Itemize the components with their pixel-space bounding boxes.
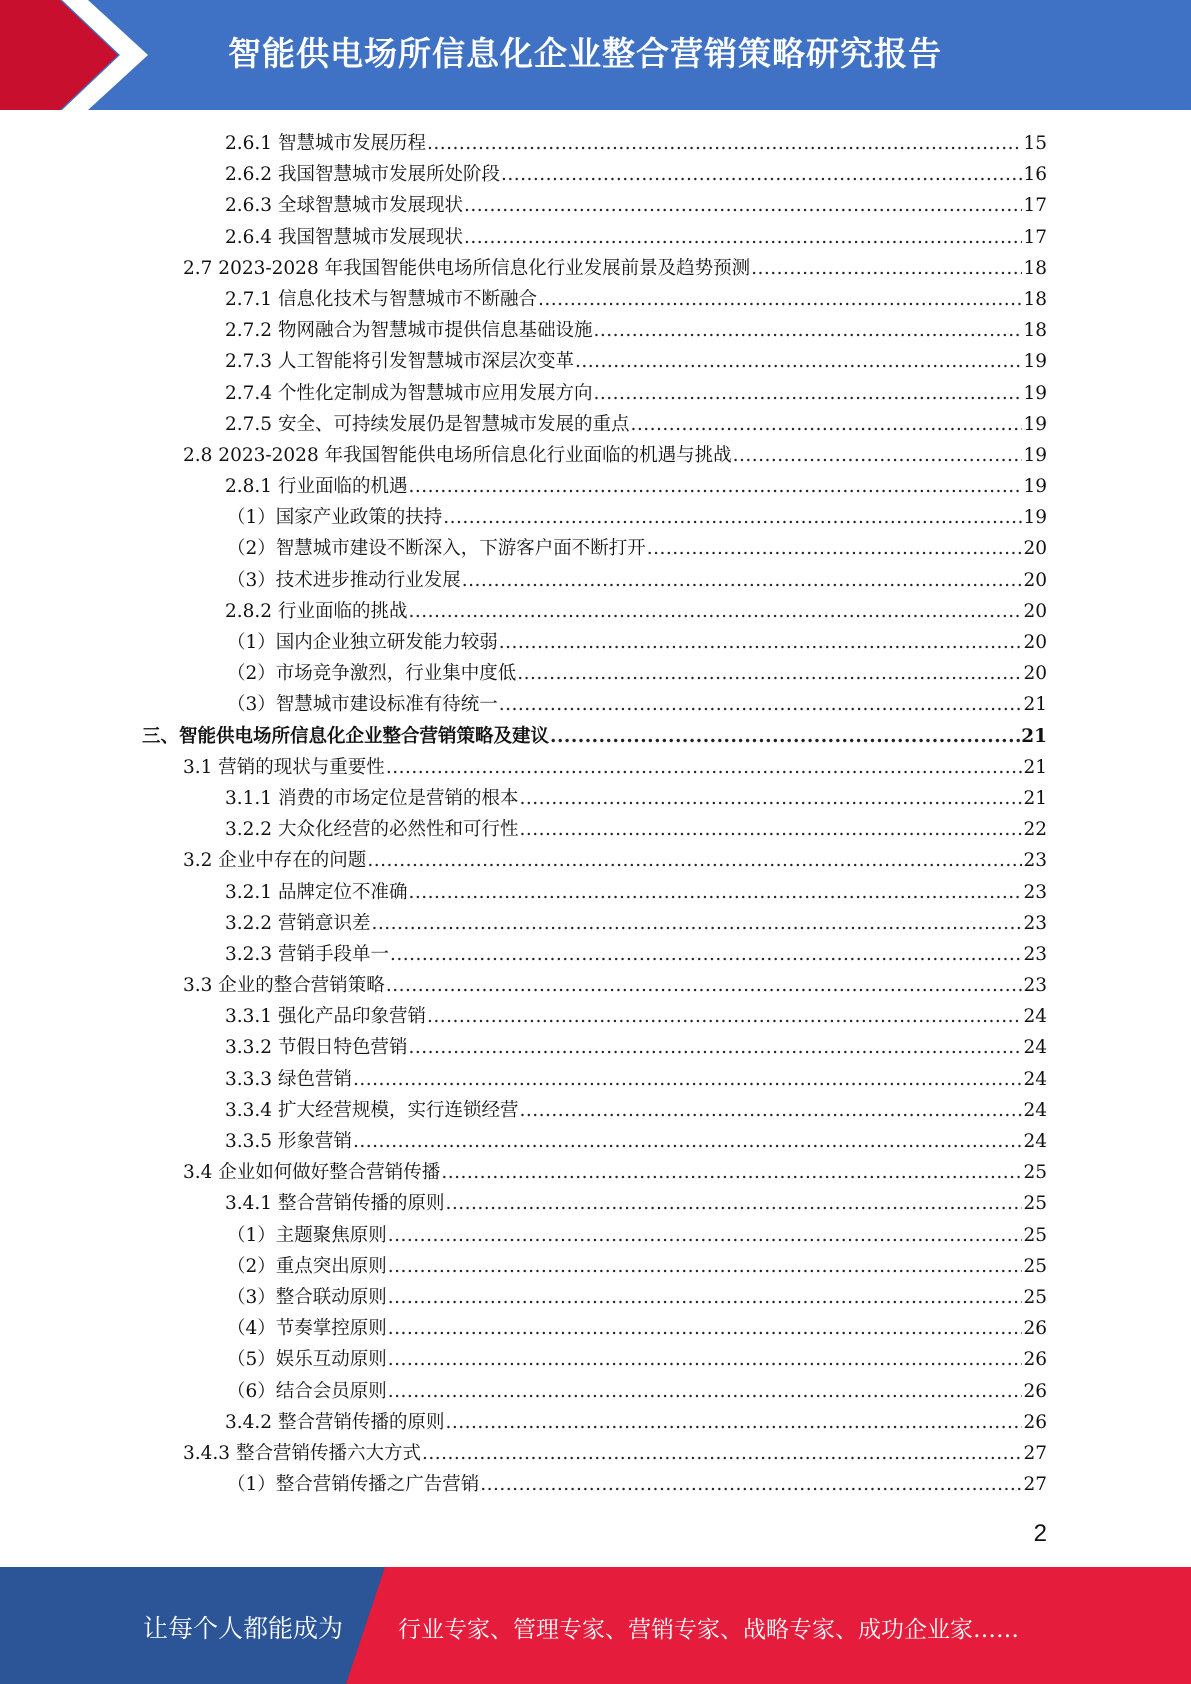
toc-dot-leader xyxy=(733,440,1023,471)
toc-entry-page: 22 xyxy=(1023,819,1047,841)
toc-entry-title: 2.7.2 物网融合为智慧城市提供信息基础设施 xyxy=(225,320,593,342)
toc-entry[interactable] xyxy=(0,845,1047,876)
toc-entry-title: 2.8.2 行业面临的挑战 xyxy=(225,600,408,622)
toc-entry-page: 18 xyxy=(1023,288,1047,310)
toc-dot-leader xyxy=(353,1126,1023,1157)
toc-entry-title: （3）技术进步推动行业发展 xyxy=(227,569,461,591)
toc-entry-title: 3.3.5 形象营销 xyxy=(225,1131,352,1152)
toc-entry-title: 2.7.5 安全、可持续发展仍是智慧城市发展的重点 xyxy=(225,413,630,435)
toc-dot-leader xyxy=(751,253,1022,284)
toc-entry-page: 18 xyxy=(1023,257,1047,279)
toc-entry-title: 3.3.2 节假日特色营销 xyxy=(225,1037,408,1059)
toc-dot-leader xyxy=(388,1251,1023,1282)
toc-entry-title: （2）智慧城市建设不断深入，下游客户面不断打开 xyxy=(227,538,646,560)
toc-entry-page: 23 xyxy=(1023,881,1047,903)
toc-dot-leader xyxy=(443,502,1022,533)
toc-entry-title: 3.3.3 绿色营销 xyxy=(225,1068,352,1090)
toc-entry[interactable] xyxy=(0,1282,1047,1313)
toc-entry[interactable] xyxy=(0,1469,1047,1500)
toc-dot-leader xyxy=(386,752,1023,783)
toc-dot-leader xyxy=(519,814,1022,845)
toc-entry[interactable] xyxy=(0,783,1047,814)
toc-dot-leader xyxy=(499,627,1023,658)
toc-entry[interactable] xyxy=(0,502,1047,533)
toc-dot-leader xyxy=(464,190,1022,221)
table-of-contents xyxy=(0,128,1191,1500)
toc-entry-page: 15 xyxy=(1023,133,1047,154)
toc-entry-page: 23 xyxy=(1023,850,1047,872)
toc-entry-page: 21 xyxy=(1023,787,1047,809)
toc-entry-title: 3.2.2 营销意识差 xyxy=(225,912,371,934)
toc-entry-page: 27 xyxy=(1023,1474,1047,1496)
toc-entry[interactable] xyxy=(0,346,1047,377)
toc-entry[interactable] xyxy=(0,1376,1047,1407)
toc-entry-page: 26 xyxy=(1023,1349,1047,1371)
toc-entry[interactable] xyxy=(0,596,1047,627)
toc-dot-leader xyxy=(427,1001,1022,1032)
toc-entry-page: 21 xyxy=(1023,694,1047,716)
toc-dot-leader xyxy=(388,1376,1023,1407)
toc-entry[interactable] xyxy=(0,533,1047,564)
toc-dot-leader xyxy=(519,1095,1022,1126)
toc-entry-page: 19 xyxy=(1023,382,1047,404)
toc-entry-title: 2.8.1 行业面临的机遇 xyxy=(225,476,408,498)
toc-entry-title: （4）节奏掌控原则 xyxy=(227,1318,387,1340)
toc-entry-title: 3.4.2 整合营销传播的原则 xyxy=(225,1411,445,1433)
toc-entry-title: 2.6.1 智慧城市发展历程 xyxy=(225,133,426,154)
toc-dot-leader xyxy=(441,1157,1022,1188)
toc-entry[interactable] xyxy=(0,190,1047,221)
toc-entry-title: 2.6.4 我国智慧城市发展现状 xyxy=(225,226,463,248)
toc-entry[interactable] xyxy=(0,877,1047,908)
toc-entry-page: 25 xyxy=(1023,1255,1047,1277)
toc-entry[interactable] xyxy=(0,315,1047,346)
toc-dot-leader xyxy=(593,315,1022,346)
toc-dot-leader xyxy=(408,596,1022,627)
footer-roles: 行业专家、管理专家、营销专家、战略专家、成功企业家…… xyxy=(398,1617,1019,1643)
footer-slogan: 让每个人都能成为 xyxy=(143,1614,344,1643)
toc-entry-page: 26 xyxy=(1023,1318,1047,1340)
toc-dot-leader xyxy=(464,222,1022,253)
toc-entry-page: 23 xyxy=(1023,912,1047,934)
toc-entry-title: 3.3.4 扩大经营规模，实行连锁经营 xyxy=(225,1099,519,1121)
toc-entry-page: 18 xyxy=(1023,320,1047,342)
toc-entry-page: 17 xyxy=(1023,226,1047,248)
toc-entry-title: （1）国家产业政策的扶持 xyxy=(227,507,443,529)
toc-dot-leader xyxy=(388,1344,1023,1375)
toc-dot-leader xyxy=(408,471,1022,502)
toc-entry-page: 21 xyxy=(1021,725,1047,747)
toc-dot-leader xyxy=(630,409,1022,440)
toc-entry-page: 20 xyxy=(1023,538,1047,560)
toc-entry-title: （2）市场竞争激烈，行业集中度低 xyxy=(227,663,517,685)
toc-entry-title: （1）主题聚焦原则 xyxy=(227,1224,387,1246)
toc-entry-title: 2.7.4 个性化定制成为智慧城市应用发展方向 xyxy=(225,382,593,404)
toc-entry-title: 三、智能供电场所信息化企业整合营销策略及建议 xyxy=(142,725,550,747)
toc-dot-leader xyxy=(499,689,1023,720)
toc-dot-leader xyxy=(593,378,1022,409)
page-header xyxy=(0,0,1191,110)
toc-dot-leader xyxy=(388,1313,1023,1344)
toc-entry-page: 26 xyxy=(1023,1411,1047,1433)
toc-dot-leader xyxy=(445,1188,1022,1219)
toc-entry-title: 3.1.1 消费的市场定位是营销的根本 xyxy=(225,787,519,809)
toc-dot-leader xyxy=(550,721,1020,752)
toc-entry-title: 2.7.1 信息化技术与智慧城市不断融合 xyxy=(225,288,537,310)
toc-entry-page: 21 xyxy=(1023,756,1047,778)
toc-entry[interactable] xyxy=(0,440,1047,471)
toc-entry-title: 2.7.3 人工智能将引发智慧城市深层次变革 xyxy=(225,351,574,373)
toc-entry[interactable] xyxy=(0,1001,1047,1032)
toc-entry-title: 3.2.2 大众化经营的必然性和可行性 xyxy=(225,819,519,841)
toc-entry-page: 20 xyxy=(1023,632,1047,653)
toc-entry-page: 16 xyxy=(1023,164,1047,186)
toc-entry-page: 19 xyxy=(1023,444,1047,466)
toc-entry[interactable] xyxy=(0,409,1047,440)
toc-entry-page: 20 xyxy=(1023,663,1047,685)
toc-entry-page: 25 xyxy=(1023,1193,1047,1215)
toc-entry-page: 19 xyxy=(1023,476,1047,498)
toc-entry-page: 17 xyxy=(1023,195,1047,217)
toc-entry-page: 24 xyxy=(1023,1099,1047,1121)
toc-entry-title: （1）国内企业独立研发能力较弱 xyxy=(227,632,498,653)
toc-entry[interactable] xyxy=(0,1126,1047,1157)
toc-entry[interactable] xyxy=(0,1188,1047,1219)
toc-entry-page: 24 xyxy=(1023,1068,1047,1090)
toc-dot-leader xyxy=(388,1282,1023,1313)
toc-entry[interactable] xyxy=(0,814,1047,845)
toc-entry-title: （6）结合会员原则 xyxy=(227,1380,387,1402)
toc-dot-leader xyxy=(517,658,1022,689)
toc-entry-title: 3.3.1 强化产品印象营销 xyxy=(225,1006,426,1028)
toc-dot-leader xyxy=(408,1032,1022,1063)
toc-entry[interactable] xyxy=(0,284,1047,315)
toc-entry-title: 3.4 企业如何做好整合营销传播 xyxy=(183,1162,441,1184)
toc-dot-leader xyxy=(390,939,1022,970)
toc-entry[interactable] xyxy=(0,1095,1047,1126)
toc-entry-title: 3.4.3 整合营销传播六大方式 xyxy=(183,1442,421,1464)
toc-entry[interactable] xyxy=(0,222,1047,253)
toc-entry[interactable] xyxy=(0,970,1047,1001)
toc-entry[interactable] xyxy=(0,1313,1047,1344)
toc-entry-title: 3.2 企业中存在的问题 xyxy=(183,850,367,872)
toc-entry-page: 25 xyxy=(1023,1162,1047,1184)
toc-dot-leader xyxy=(538,284,1022,315)
toc-entry-title: 3.1 营销的现状与重要性 xyxy=(183,756,385,778)
toc-entry[interactable] xyxy=(0,1251,1047,1282)
toc-entry-page: 27 xyxy=(1023,1442,1047,1464)
toc-entry-title: （1）整合营销传播之广告营销 xyxy=(227,1474,480,1496)
toc-entry[interactable] xyxy=(0,908,1047,939)
toc-dot-leader xyxy=(519,783,1022,814)
toc-entry[interactable] xyxy=(0,752,1047,783)
toc-entry[interactable] xyxy=(0,1157,1047,1188)
toc-dot-leader xyxy=(353,1064,1023,1095)
toc-entry-title: 3.4.1 整合营销传播的原则 xyxy=(225,1193,445,1215)
toc-dot-leader xyxy=(371,908,1022,939)
toc-entry[interactable] xyxy=(0,939,1047,970)
toc-dot-leader xyxy=(480,1469,1022,1500)
toc-entry-title: 3.2.1 品牌定位不准确 xyxy=(225,881,408,903)
toc-entry[interactable] xyxy=(0,1438,1047,1469)
toc-entry-page: 23 xyxy=(1023,975,1047,997)
toc-entry[interactable] xyxy=(0,1032,1047,1063)
toc-entry-page: 19 xyxy=(1023,413,1047,435)
toc-entry[interactable] xyxy=(0,159,1047,190)
toc-entry-page: 24 xyxy=(1023,1006,1047,1028)
toc-entry-page: 20 xyxy=(1023,569,1047,591)
toc-entry-page: 24 xyxy=(1023,1037,1047,1059)
toc-entry[interactable] xyxy=(0,1064,1047,1095)
toc-entry[interactable] xyxy=(0,689,1047,720)
toc-entry[interactable] xyxy=(0,1344,1047,1375)
toc-dot-leader xyxy=(501,159,1022,190)
toc-entry-title: 2.6.3 全球智慧城市发展现状 xyxy=(225,195,463,217)
toc-entry[interactable] xyxy=(0,471,1047,502)
toc-entry[interactable] xyxy=(0,1407,1047,1438)
toc-entry-page: 20 xyxy=(1023,600,1047,622)
page-number: 2 xyxy=(1033,1520,1047,1547)
page-footer xyxy=(0,1567,1191,1684)
toc-entry[interactable] xyxy=(0,1220,1047,1251)
toc-entry-page: 19 xyxy=(1023,351,1047,373)
toc-entry-title: 2.6.2 我国智慧城市发展所处阶段 xyxy=(225,164,500,186)
toc-entry-title: （3）智慧城市建设标准有待统一 xyxy=(227,694,498,716)
toc-entry[interactable] xyxy=(0,378,1047,409)
toc-entry-title: （5）娱乐互动原则 xyxy=(227,1349,387,1371)
toc-entry-page: 25 xyxy=(1023,1286,1047,1308)
toc-dot-leader xyxy=(647,533,1023,564)
toc-entry-title: 3.2.3 营销手段单一 xyxy=(225,943,389,965)
toc-dot-leader xyxy=(427,128,1022,159)
toc-entry-page: 23 xyxy=(1023,943,1047,965)
toc-entry-title: （3）整合联动原则 xyxy=(227,1286,387,1308)
toc-dot-leader xyxy=(575,346,1022,377)
toc-dot-leader xyxy=(388,1220,1023,1251)
toc-dot-leader xyxy=(422,1438,1022,1469)
toc-entry-page: 26 xyxy=(1023,1380,1047,1402)
toc-entry-title: 2.7 2023-2028 年我国智能供电场所信息化行业发展前景及趋势预测 xyxy=(183,257,751,279)
report-title: 智能供电场所信息化企业整合营销策略研究报告 xyxy=(228,34,942,73)
toc-entry-title: 2.8 2023-2028 年我国智能供电场所信息化行业面临的机遇与挑战 xyxy=(183,444,732,466)
toc-dot-leader xyxy=(462,565,1023,596)
toc-dot-leader xyxy=(445,1407,1022,1438)
toc-dot-leader xyxy=(386,970,1023,1001)
toc-entry-page: 24 xyxy=(1023,1131,1047,1152)
toc-dot-leader xyxy=(408,877,1022,908)
toc-chapter-entry[interactable] xyxy=(0,721,1047,752)
toc-entry-page: 19 xyxy=(1023,507,1047,529)
toc-entry[interactable] xyxy=(0,627,1047,658)
toc-entry-title: （2）重点突出原则 xyxy=(227,1255,387,1277)
toc-entry[interactable] xyxy=(0,658,1047,689)
toc-entry[interactable] xyxy=(0,128,1047,159)
toc-dot-leader xyxy=(367,845,1022,876)
toc-entry-title: 3.3 企业的整合营销策略 xyxy=(183,975,385,997)
toc-entry[interactable] xyxy=(0,565,1047,596)
toc-entry-page: 25 xyxy=(1023,1224,1047,1246)
toc-entry[interactable] xyxy=(0,253,1047,284)
